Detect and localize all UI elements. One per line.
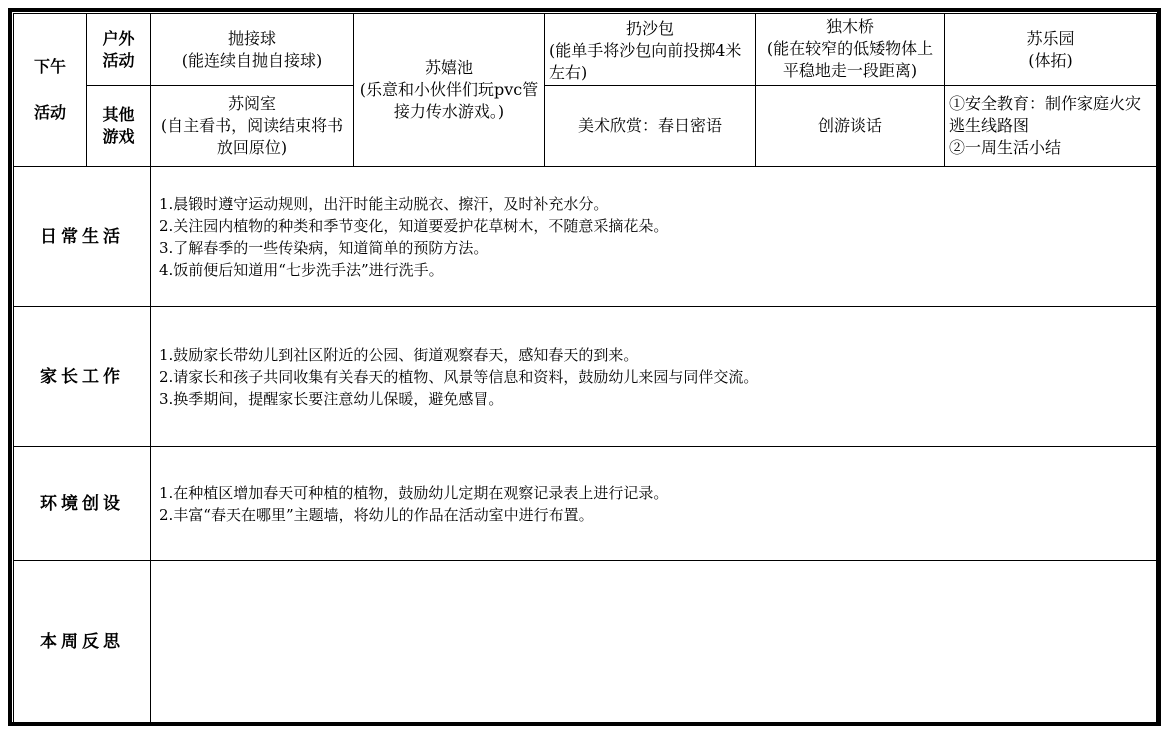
daily-life-row xyxy=(14,167,1157,307)
pool-desc: (乐意和小伙伴们玩pvc管接力传水游戏。) xyxy=(359,80,539,121)
other-title-4: ①安全教育：制作家庭火灾逃生线路图 xyxy=(949,94,1142,135)
daily-life-header: 日常生活 xyxy=(14,167,151,307)
other-extra-4: ②一周生活小结 xyxy=(949,138,1062,157)
outdoor-cell-2 xyxy=(545,14,756,86)
environment-item-2: 2.丰富“春天在哪里”主题墙，将幼儿的作品在活动室中进行布置。 xyxy=(159,505,594,524)
other-desc-1: (自主看书，阅读结束将书放回原位) xyxy=(160,116,344,157)
other-title-3: 创游谈话 xyxy=(817,116,882,135)
outdoor-cell-4 xyxy=(945,14,1157,86)
outdoor-title-1: 抛接球 xyxy=(227,28,276,48)
parents-work-row xyxy=(14,307,1157,447)
environment-header: 环境创设 xyxy=(14,447,151,561)
parents-item-3: 3.换季期间，提醒家长要注意幼儿保暖，避免感冒。 xyxy=(159,389,504,408)
outdoor-desc-1: (能连续自抛自接球) xyxy=(181,50,323,70)
other-title-1: 苏阅室 xyxy=(227,94,276,113)
reflection-header: 本周反思 xyxy=(14,561,151,723)
parents-work-content xyxy=(151,307,1157,447)
reflection-content[interactable] xyxy=(151,561,1157,723)
other-games-row xyxy=(14,86,1157,167)
daily-item-2: 2.关注园内植物的种类和季节变化，知道要爱护花草树木，不随意采摘花朵。 xyxy=(159,216,669,235)
environment-item-1: 1.在种植区增加春天可种植的植物，鼓励幼儿定期在观察记录表上进行记录。 xyxy=(159,483,669,502)
other-label-2: 游戏 xyxy=(102,127,135,146)
outdoor-label-2: 活动 xyxy=(102,50,135,70)
outdoor-title-4: 苏乐园 xyxy=(1026,28,1075,48)
environment-row xyxy=(14,447,1157,561)
afternoon-label-1: 下午 xyxy=(33,57,66,76)
parents-work-header: 家长工作 xyxy=(14,307,151,447)
daily-item-4: 4.饭前便后知道用“七步洗手法”进行洗手。 xyxy=(159,260,444,279)
other-title-2: 美术欣赏：春日密语 xyxy=(577,116,722,135)
parents-item-2: 2.请家长和孩子共同收集有关春天的植物、风景等信息和资料，鼓励幼儿来园与同伴交流。 xyxy=(159,367,759,386)
daily-item-1: 1.晨锻时遵守运动规则，出汗时能主动脱衣、擦汗，及时补充水分。 xyxy=(159,194,609,213)
afternoon-activity-header xyxy=(14,14,87,167)
other-label-1: 其他 xyxy=(102,105,135,124)
other-cell-2 xyxy=(545,86,756,167)
outdoor-desc-3: (能在较窄的低矮物体上平稳地走一段距离) xyxy=(766,39,934,80)
outdoor-cell-3 xyxy=(756,14,945,86)
outdoor-activity-row xyxy=(14,14,1157,86)
daily-item-3: 3.了解春季的一些传染病，知道简单的预防方法。 xyxy=(159,238,489,257)
reflection-row xyxy=(14,561,1157,723)
other-cell-4 xyxy=(945,86,1157,167)
other-cell-1 xyxy=(151,86,354,167)
other-subheader xyxy=(87,86,151,167)
outdoor-desc-4: (体拓) xyxy=(1028,50,1073,70)
outdoor-desc-2: (能单手将沙包向前投掷4米左右) xyxy=(549,41,742,82)
outdoor-title-2: 扔沙包 xyxy=(625,19,674,38)
environment-content xyxy=(151,447,1157,561)
afternoon-label-2: 活动 xyxy=(33,103,66,122)
outdoor-title-3: 独木桥 xyxy=(825,17,874,36)
pool-cell xyxy=(354,14,545,167)
outdoor-cell-1 xyxy=(151,14,354,86)
daily-life-content xyxy=(151,167,1157,307)
parents-item-1: 1.鼓励家长带幼儿到社区附近的公园、街道观察春天，感知春天的到来。 xyxy=(159,345,639,364)
outdoor-label-1: 户外 xyxy=(102,28,135,48)
other-cell-3 xyxy=(756,86,945,167)
pool-title: 苏嬉池 xyxy=(424,58,473,77)
weekly-plan-table xyxy=(13,13,1157,723)
outdoor-subheader xyxy=(87,14,151,86)
